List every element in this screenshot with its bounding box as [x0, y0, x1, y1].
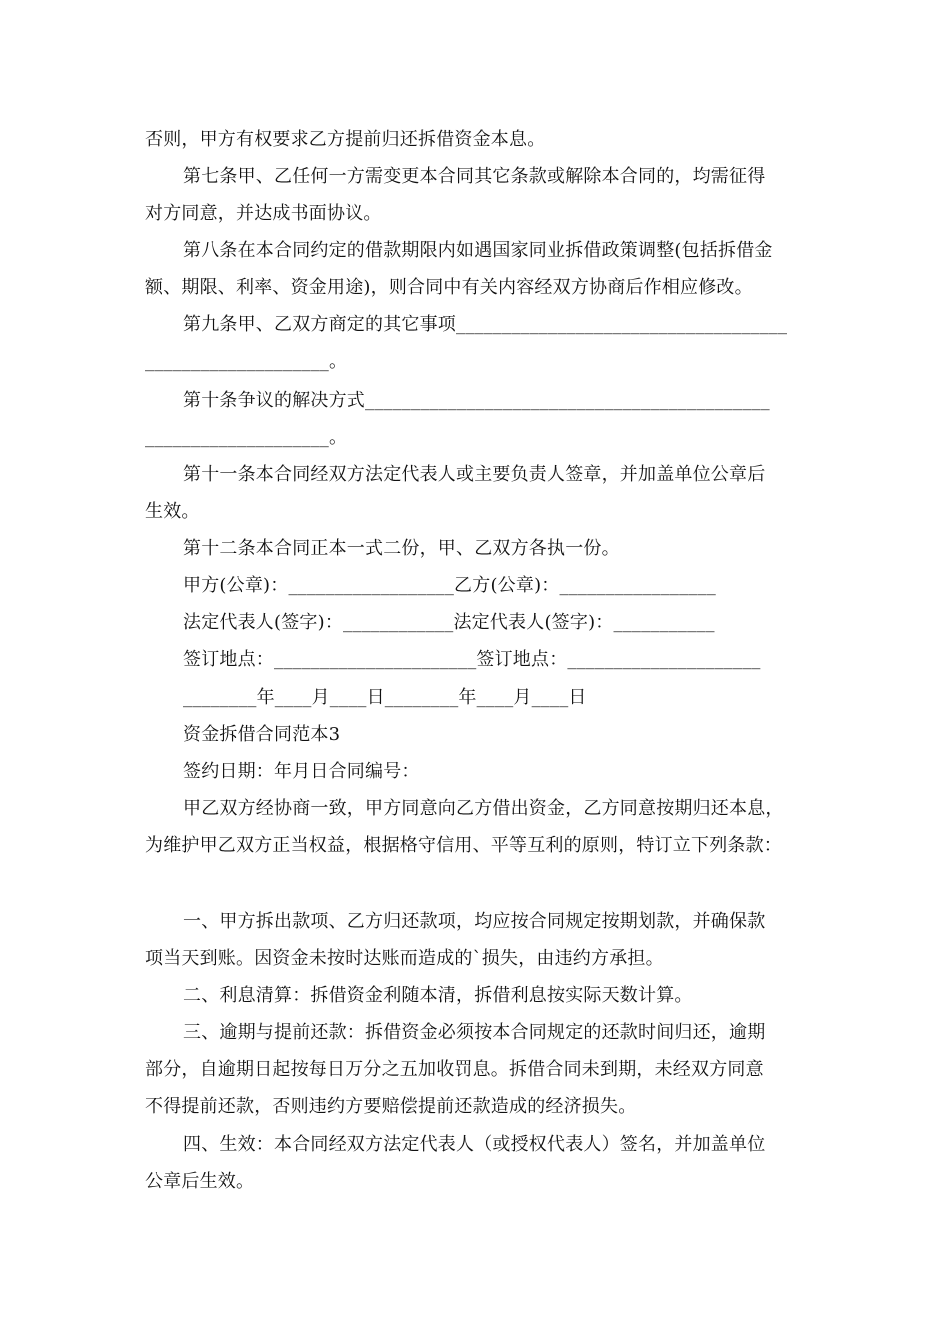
paragraph-line: 生效。 [145, 501, 200, 522]
section-title: 资金拆借合同范本3 [183, 724, 341, 745]
signature-line: 甲方(公章)：__________________乙方(公章)：_________________ [183, 575, 716, 596]
paragraph-line: 签约日期：年月日合同编号： [183, 761, 420, 782]
paragraph-line: 甲乙双方经协商一致，甲方同意向乙方借出资金，乙方同意按期归还本息， [183, 798, 784, 819]
paragraph-line: 一、甲方拆出款项、乙方归还款项，均应按合同规定按期划款，并确保款 [183, 911, 766, 932]
paragraph-line: 二、利息清算：拆借资金利随本清，拆借利息按实际天数计算。 [183, 985, 693, 1006]
paragraph-line: 否则，甲方有权要求乙方提前归还拆借资金本息。 [145, 129, 546, 150]
signature-line: 法定代表人(签字)：____________法定代表人(签字)：___________ [183, 612, 715, 633]
paragraph-line: 公章后生效。 [145, 1171, 255, 1192]
paragraph-line: 额、期限、利率、资金用途)，则合同中有关内容经双方协商后作相应修改。 [145, 277, 753, 298]
paragraph-line: ____________________。 [145, 351, 348, 372]
paragraph-line: 三、逾期与提前还款：拆借资金必须按本合同规定的还款时间归还，逾期 [183, 1022, 766, 1043]
paragraph-line: 第七条甲、乙任何一方需变更本合同其它条款或解除本合同的，均需征得 [183, 166, 766, 187]
paragraph-line: 不得提前还款，否则违约方要赔偿提前还款造成的经济损失。 [145, 1096, 637, 1117]
paragraph-line: 四、生效：本合同经双方法定代表人（或授权代表人）签名，并加盖单位 [183, 1134, 766, 1155]
signature-line: 签订地点：______________________签订地点：_____________________ [183, 649, 761, 670]
paragraph-line: 部分，自逾期日起按每日万分之五加收罚息。拆借合同未到期，未经双方同意 [145, 1059, 764, 1080]
paragraph-line: 第十二条本合同正本一式二份，甲、乙双方各执一份。 [183, 538, 620, 559]
paragraph-line: 第八条在本合同约定的借款期限内如遇国家同业拆借政策调整(包括拆借金 [183, 240, 773, 261]
paragraph-line: 第九条甲、乙双方商定的其它事项____________________________________ [183, 314, 788, 335]
paragraph-line: 对方同意，并达成书面协议。 [145, 203, 382, 224]
paragraph-line: 第十一条本合同经双方法定代表人或主要负责人签章，并加盖单位公章后 [183, 464, 766, 485]
paragraph-line: 第十条争议的解决方式____________________________________________ [183, 390, 770, 411]
paragraph-line: 为维护甲乙双方正当权益，根据格守信用、平等互利的原则，特订立下列条款： [145, 835, 782, 856]
paragraph-line: 项当天到账。因资金未按时达账而造成的`损失，由违约方承担。 [145, 948, 664, 969]
paragraph-line: ____________________。 [145, 427, 348, 448]
date-line: ________年____月____日________年____月____日 [183, 687, 587, 708]
